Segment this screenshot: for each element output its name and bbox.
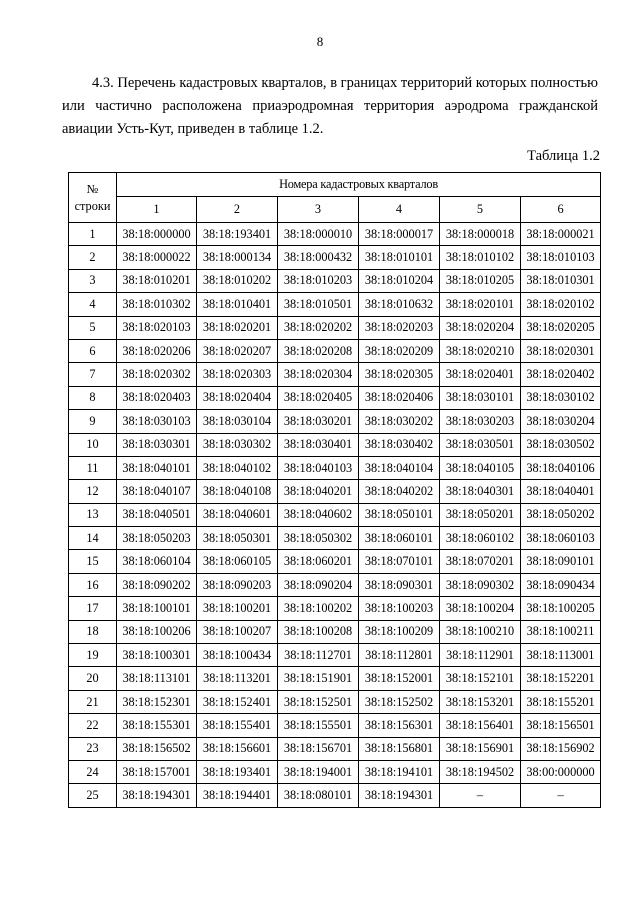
row-number-cell: 9 [69, 410, 117, 433]
cadastral-number-cell: 38:18:010501 [278, 293, 359, 316]
cadastral-number-cell: 38:18:090202 [117, 573, 197, 596]
cadastral-number-cell: 38:18:000021 [521, 223, 601, 246]
cadastral-number-cell: 38:18:090101 [521, 550, 601, 573]
table-row [69, 550, 601, 573]
table-row [69, 667, 601, 690]
column-number-header: 3 [278, 197, 359, 223]
cadastral-number-cell: 38:18:100434 [197, 644, 278, 667]
cadastral-number-cell: 38:18:155501 [278, 714, 359, 737]
row-number-cell: 13 [69, 503, 117, 526]
cadastral-number-cell: 38:18:080101 [278, 784, 359, 807]
cadastral-number-cell: 38:18:020302 [117, 363, 197, 386]
cadastral-number-cell: 38:18:000018 [440, 223, 521, 246]
cadastral-number-cell: 38:18:020301 [521, 339, 601, 362]
cadastral-number-cell: 38:18:090302 [440, 573, 521, 596]
cadastral-number-cell: 38:18:010203 [278, 269, 359, 292]
cadastral-number-cell: 38:18:050203 [117, 527, 197, 550]
cadastral-number-cell: 38:18:030201 [278, 410, 359, 433]
cadastral-number-cell: 38:18:010201 [117, 269, 197, 292]
cadastral-number-cell: 38:18:010101 [359, 246, 440, 269]
table-caption: Таблица 1.2 [527, 148, 600, 164]
column-number-header: 5 [440, 197, 521, 223]
cadastral-number-cell: 38:18:050202 [521, 503, 601, 526]
cadastral-number-cell: 38:18:030301 [117, 433, 197, 456]
cadastral-number-cell: 38:18:030204 [521, 410, 601, 433]
table-row [69, 456, 601, 479]
cadastral-number-cell: 38:18:030102 [521, 386, 601, 409]
table-row [69, 223, 601, 246]
table-row [69, 644, 601, 667]
cadastral-number-cell: 38:18:100201 [197, 597, 278, 620]
cadastral-number-cell: 38:18:112801 [359, 644, 440, 667]
cadastral-number-cell: 38:18:020401 [440, 363, 521, 386]
cadastral-number-cell: 38:18:040202 [359, 480, 440, 503]
cadastral-number-cell: 38:18:020209 [359, 339, 440, 362]
cadastral-number-cell: 38:18:040401 [521, 480, 601, 503]
cadastral-number-cell: 38:18:030104 [197, 410, 278, 433]
cadastral-number-cell: 38:18:100205 [521, 597, 601, 620]
cadastral-number-cell: 38:18:030203 [440, 410, 521, 433]
table-row [69, 316, 601, 339]
column-number-header: 1 [117, 197, 197, 223]
cadastral-number-cell: 38:18:030501 [440, 433, 521, 456]
cadastral-number-cell: 38:18:060201 [278, 550, 359, 573]
table-row [69, 690, 601, 713]
cadastral-number-cell: 38:18:020210 [440, 339, 521, 362]
cadastral-number-cell: 38:18:156401 [440, 714, 521, 737]
cadastral-number-cell: 38:18:100204 [440, 597, 521, 620]
cadastral-number-cell: 38:18:030401 [278, 433, 359, 456]
table-row [69, 363, 601, 386]
row-number-cell: 2 [69, 246, 117, 269]
cadastral-number-cell: 38:18:090203 [197, 573, 278, 596]
table-row [69, 760, 601, 783]
cadastral-number-cell: 38:18:000432 [278, 246, 359, 269]
cadastral-number-cell: 38:18:000022 [117, 246, 197, 269]
cadastral-number-cell: 38:18:040103 [278, 456, 359, 479]
cadastral-number-cell: 38:18:000017 [359, 223, 440, 246]
cadastral-number-cell: 38:18:040105 [440, 456, 521, 479]
cadastral-number-cell: 38:18:010102 [440, 246, 521, 269]
cadastral-number-cell: – [521, 784, 601, 807]
cadastral-number-cell: 38:18:010301 [521, 269, 601, 292]
cadastral-number-cell: 38:18:113101 [117, 667, 197, 690]
row-number-cell: 16 [69, 573, 117, 596]
cadastral-number-cell: 38:18:152501 [278, 690, 359, 713]
cadastral-number-cell: 38:18:156301 [359, 714, 440, 737]
cadastral-number-cell: 38:18:100101 [117, 597, 197, 620]
cadastral-number-cell: 38:18:020303 [197, 363, 278, 386]
cadastral-number-cell: 38:18:100211 [521, 620, 601, 643]
group-header: Номера кадастровых кварталов [117, 173, 601, 197]
cadastral-number-cell: 38:18:070101 [359, 550, 440, 573]
page-number: 8 [316, 34, 324, 49]
cadastral-number-cell: 38:18:040501 [117, 503, 197, 526]
cadastral-number-cell: 38:18:156901 [440, 737, 521, 760]
table-row [69, 620, 601, 643]
cadastral-number-cell: 38:18:194301 [117, 784, 197, 807]
cadastral-number-cell: 38:18:156701 [278, 737, 359, 760]
cadastral-number-cell: 38:18:070201 [440, 550, 521, 573]
cadastral-number-cell: 38:18:020205 [521, 316, 601, 339]
row-number-cell: 20 [69, 667, 117, 690]
table-row [69, 269, 601, 292]
cadastral-number-cell: 38:18:152502 [359, 690, 440, 713]
cadastral-number-cell: 38:18:060105 [197, 550, 278, 573]
cadastral-number-cell: 38:18:100203 [359, 597, 440, 620]
cadastral-number-cell: 38:18:020206 [117, 339, 197, 362]
cadastral-number-cell: 38:18:050302 [278, 527, 359, 550]
table-row [69, 714, 601, 737]
table-row [69, 246, 601, 269]
cadastral-number-cell: 38:18:157001 [117, 760, 197, 783]
row-number-cell: 6 [69, 339, 117, 362]
row-number-cell: 8 [69, 386, 117, 409]
cadastral-number-cell: 38:18:020305 [359, 363, 440, 386]
cadastral-number-cell: 38:18:030402 [359, 433, 440, 456]
cadastral-number-cell: 38:18:100209 [359, 620, 440, 643]
cadastral-number-cell: 38:18:152101 [440, 667, 521, 690]
column-number-header: 4 [359, 197, 440, 223]
cadastral-number-cell: 38:18:020101 [440, 293, 521, 316]
cadastral-number-cell: 38:18:155201 [521, 690, 601, 713]
row-number-header [69, 173, 117, 223]
table-row [69, 339, 601, 362]
table-row [69, 784, 601, 807]
cadastral-number-cell: 38:18:020404 [197, 386, 278, 409]
cadastral-number-cell: 38:18:152001 [359, 667, 440, 690]
cadastral-number-cell: – [440, 784, 521, 807]
row-number-cell: 23 [69, 737, 117, 760]
cadastral-number-cell: 38:18:020203 [359, 316, 440, 339]
cadastral-number-cell: 38:18:020207 [197, 339, 278, 362]
row-number-cell: 21 [69, 690, 117, 713]
cadastral-number-cell: 38:18:040201 [278, 480, 359, 503]
cadastral-number-cell: 38:18:194101 [359, 760, 440, 783]
cadastral-number-cell: 38:18:040101 [117, 456, 197, 479]
cadastral-number-cell: 38:18:060102 [440, 527, 521, 550]
cadastral-number-cell: 38:18:040301 [440, 480, 521, 503]
cadastral-number-cell: 38:18:156801 [359, 737, 440, 760]
cadastral-number-cell: 38:18:152301 [117, 690, 197, 713]
cadastral-number-cell: 38:00:000000 [521, 760, 601, 783]
cadastral-number-cell: 38:18:010202 [197, 269, 278, 292]
row-number-cell: 10 [69, 433, 117, 456]
cadastral-number-cell: 38:18:010632 [359, 293, 440, 316]
cadastral-number-cell: 38:18:000134 [197, 246, 278, 269]
cadastral-number-cell: 38:18:156902 [521, 737, 601, 760]
table-row [69, 386, 601, 409]
cadastral-number-cell: 38:18:010204 [359, 269, 440, 292]
cadastral-number-cell: 38:18:020208 [278, 339, 359, 362]
cadastral-number-cell: 38:18:030101 [440, 386, 521, 409]
cadastral-number-cell: 38:18:020103 [117, 316, 197, 339]
cadastral-number-cell: 38:18:020403 [117, 386, 197, 409]
row-number-header-symbol: № [86, 181, 99, 196]
cadastral-number-cell: 38:18:040106 [521, 456, 601, 479]
intro-paragraph: 4.3. Перечень кадастровых кварталов, в границах территорий которых полностью или частично расположена приаэродромная территория аэродрома гражданской авиации Усть-Кут, приведен в таблице 1.2. [62, 75, 598, 137]
table-row [69, 737, 601, 760]
cadastral-number-cell: 38:18:152401 [197, 690, 278, 713]
table-row [69, 480, 601, 503]
table-row [69, 597, 601, 620]
row-number-cell: 4 [69, 293, 117, 316]
cadastral-number-cell: 38:18:040107 [117, 480, 197, 503]
table-row [69, 527, 601, 550]
cadastral-number-cell: 38:18:090434 [521, 573, 601, 596]
cadastral-number-cell: 38:18:151901 [278, 667, 359, 690]
cadastral-number-cell: 38:18:010205 [440, 269, 521, 292]
cadastral-number-cell: 38:18:193401 [197, 760, 278, 783]
cadastral-number-cell: 38:18:010302 [117, 293, 197, 316]
cadastral-number-cell: 38:18:020402 [521, 363, 601, 386]
cadastral-number-cell: 38:18:155301 [117, 714, 197, 737]
cadastral-number-cell: 38:18:050301 [197, 527, 278, 550]
cadastral-number-cell: 38:18:100301 [117, 644, 197, 667]
cadastral-number-cell: 38:18:030202 [359, 410, 440, 433]
cadastral-number-cell: 38:18:020204 [440, 316, 521, 339]
cadastral-number-cell: 38:18:060104 [117, 550, 197, 573]
column-number-header: 2 [197, 197, 278, 223]
row-number-header-label: строки [74, 198, 111, 213]
cadastral-number-cell: 38:18:000010 [278, 223, 359, 246]
cadastral-number-cell: 38:18:060101 [359, 527, 440, 550]
cadastral-number-cell: 38:18:030103 [117, 410, 197, 433]
cadastral-number-cell: 38:18:156502 [117, 737, 197, 760]
cadastral-number-cell: 38:18:193401 [197, 223, 278, 246]
cadastral-number-cell: 38:18:040102 [197, 456, 278, 479]
cadastral-number-cell: 38:18:152201 [521, 667, 601, 690]
cadastral-number-cell: 38:18:050201 [440, 503, 521, 526]
cadastral-number-cell: 38:18:194502 [440, 760, 521, 783]
row-number-cell: 11 [69, 456, 117, 479]
cadastral-number-cell: 38:18:100206 [117, 620, 197, 643]
cadastral-number-cell: 38:18:040104 [359, 456, 440, 479]
cadastral-number-cell: 38:18:050101 [359, 503, 440, 526]
cadastral-number-cell: 38:18:090301 [359, 573, 440, 596]
cadastral-number-cell: 38:18:020201 [197, 316, 278, 339]
row-number-cell: 17 [69, 597, 117, 620]
row-number-cell: 7 [69, 363, 117, 386]
row-number-cell: 1 [69, 223, 117, 246]
table-row [69, 410, 601, 433]
cadastral-number-cell: 38:18:030502 [521, 433, 601, 456]
cadastral-number-cell: 38:18:156601 [197, 737, 278, 760]
row-number-cell: 18 [69, 620, 117, 643]
column-number-header: 6 [521, 197, 601, 223]
row-number-cell: 12 [69, 480, 117, 503]
row-number-cell: 5 [69, 316, 117, 339]
row-number-cell: 24 [69, 760, 117, 783]
table-row [69, 433, 601, 456]
cadastral-number-cell: 38:18:020102 [521, 293, 601, 316]
row-number-cell: 25 [69, 784, 117, 807]
cadastral-number-cell: 38:18:112901 [440, 644, 521, 667]
cadastral-number-cell: 38:18:100202 [278, 597, 359, 620]
cadastral-number-cell: 38:18:090204 [278, 573, 359, 596]
cadastral-number-cell: 38:18:194001 [278, 760, 359, 783]
cadastral-quarters-table [68, 172, 601, 808]
cadastral-number-cell: 38:18:156501 [521, 714, 601, 737]
row-number-cell: 3 [69, 269, 117, 292]
cadastral-number-cell: 38:18:113201 [197, 667, 278, 690]
cadastral-number-cell: 38:18:020202 [278, 316, 359, 339]
table-row [69, 503, 601, 526]
cadastral-number-cell: 38:18:060103 [521, 527, 601, 550]
cadastral-number-cell: 38:18:010103 [521, 246, 601, 269]
row-number-cell: 22 [69, 714, 117, 737]
cadastral-number-cell: 38:18:020405 [278, 386, 359, 409]
cadastral-number-cell: 38:18:100208 [278, 620, 359, 643]
cadastral-number-cell: 38:18:194301 [359, 784, 440, 807]
cadastral-number-cell: 38:18:040602 [278, 503, 359, 526]
row-number-cell: 19 [69, 644, 117, 667]
table-row [69, 573, 601, 596]
row-number-cell: 15 [69, 550, 117, 573]
cadastral-number-cell: 38:18:155401 [197, 714, 278, 737]
cadastral-number-cell: 38:18:020406 [359, 386, 440, 409]
cadastral-number-cell: 38:18:040601 [197, 503, 278, 526]
cadastral-number-cell: 38:18:100210 [440, 620, 521, 643]
cadastral-number-cell: 38:18:000000 [117, 223, 197, 246]
cadastral-number-cell: 38:18:112701 [278, 644, 359, 667]
cadastral-number-cell: 38:18:153201 [440, 690, 521, 713]
table-row [69, 293, 601, 316]
cadastral-number-cell: 38:18:100207 [197, 620, 278, 643]
cadastral-number-cell: 38:18:010401 [197, 293, 278, 316]
cadastral-number-cell: 38:18:030302 [197, 433, 278, 456]
cadastral-number-cell: 38:18:020304 [278, 363, 359, 386]
cadastral-number-cell: 38:18:194401 [197, 784, 278, 807]
row-number-cell: 14 [69, 527, 117, 550]
cadastral-number-cell: 38:18:040108 [197, 480, 278, 503]
cadastral-number-cell: 38:18:113001 [521, 644, 601, 667]
